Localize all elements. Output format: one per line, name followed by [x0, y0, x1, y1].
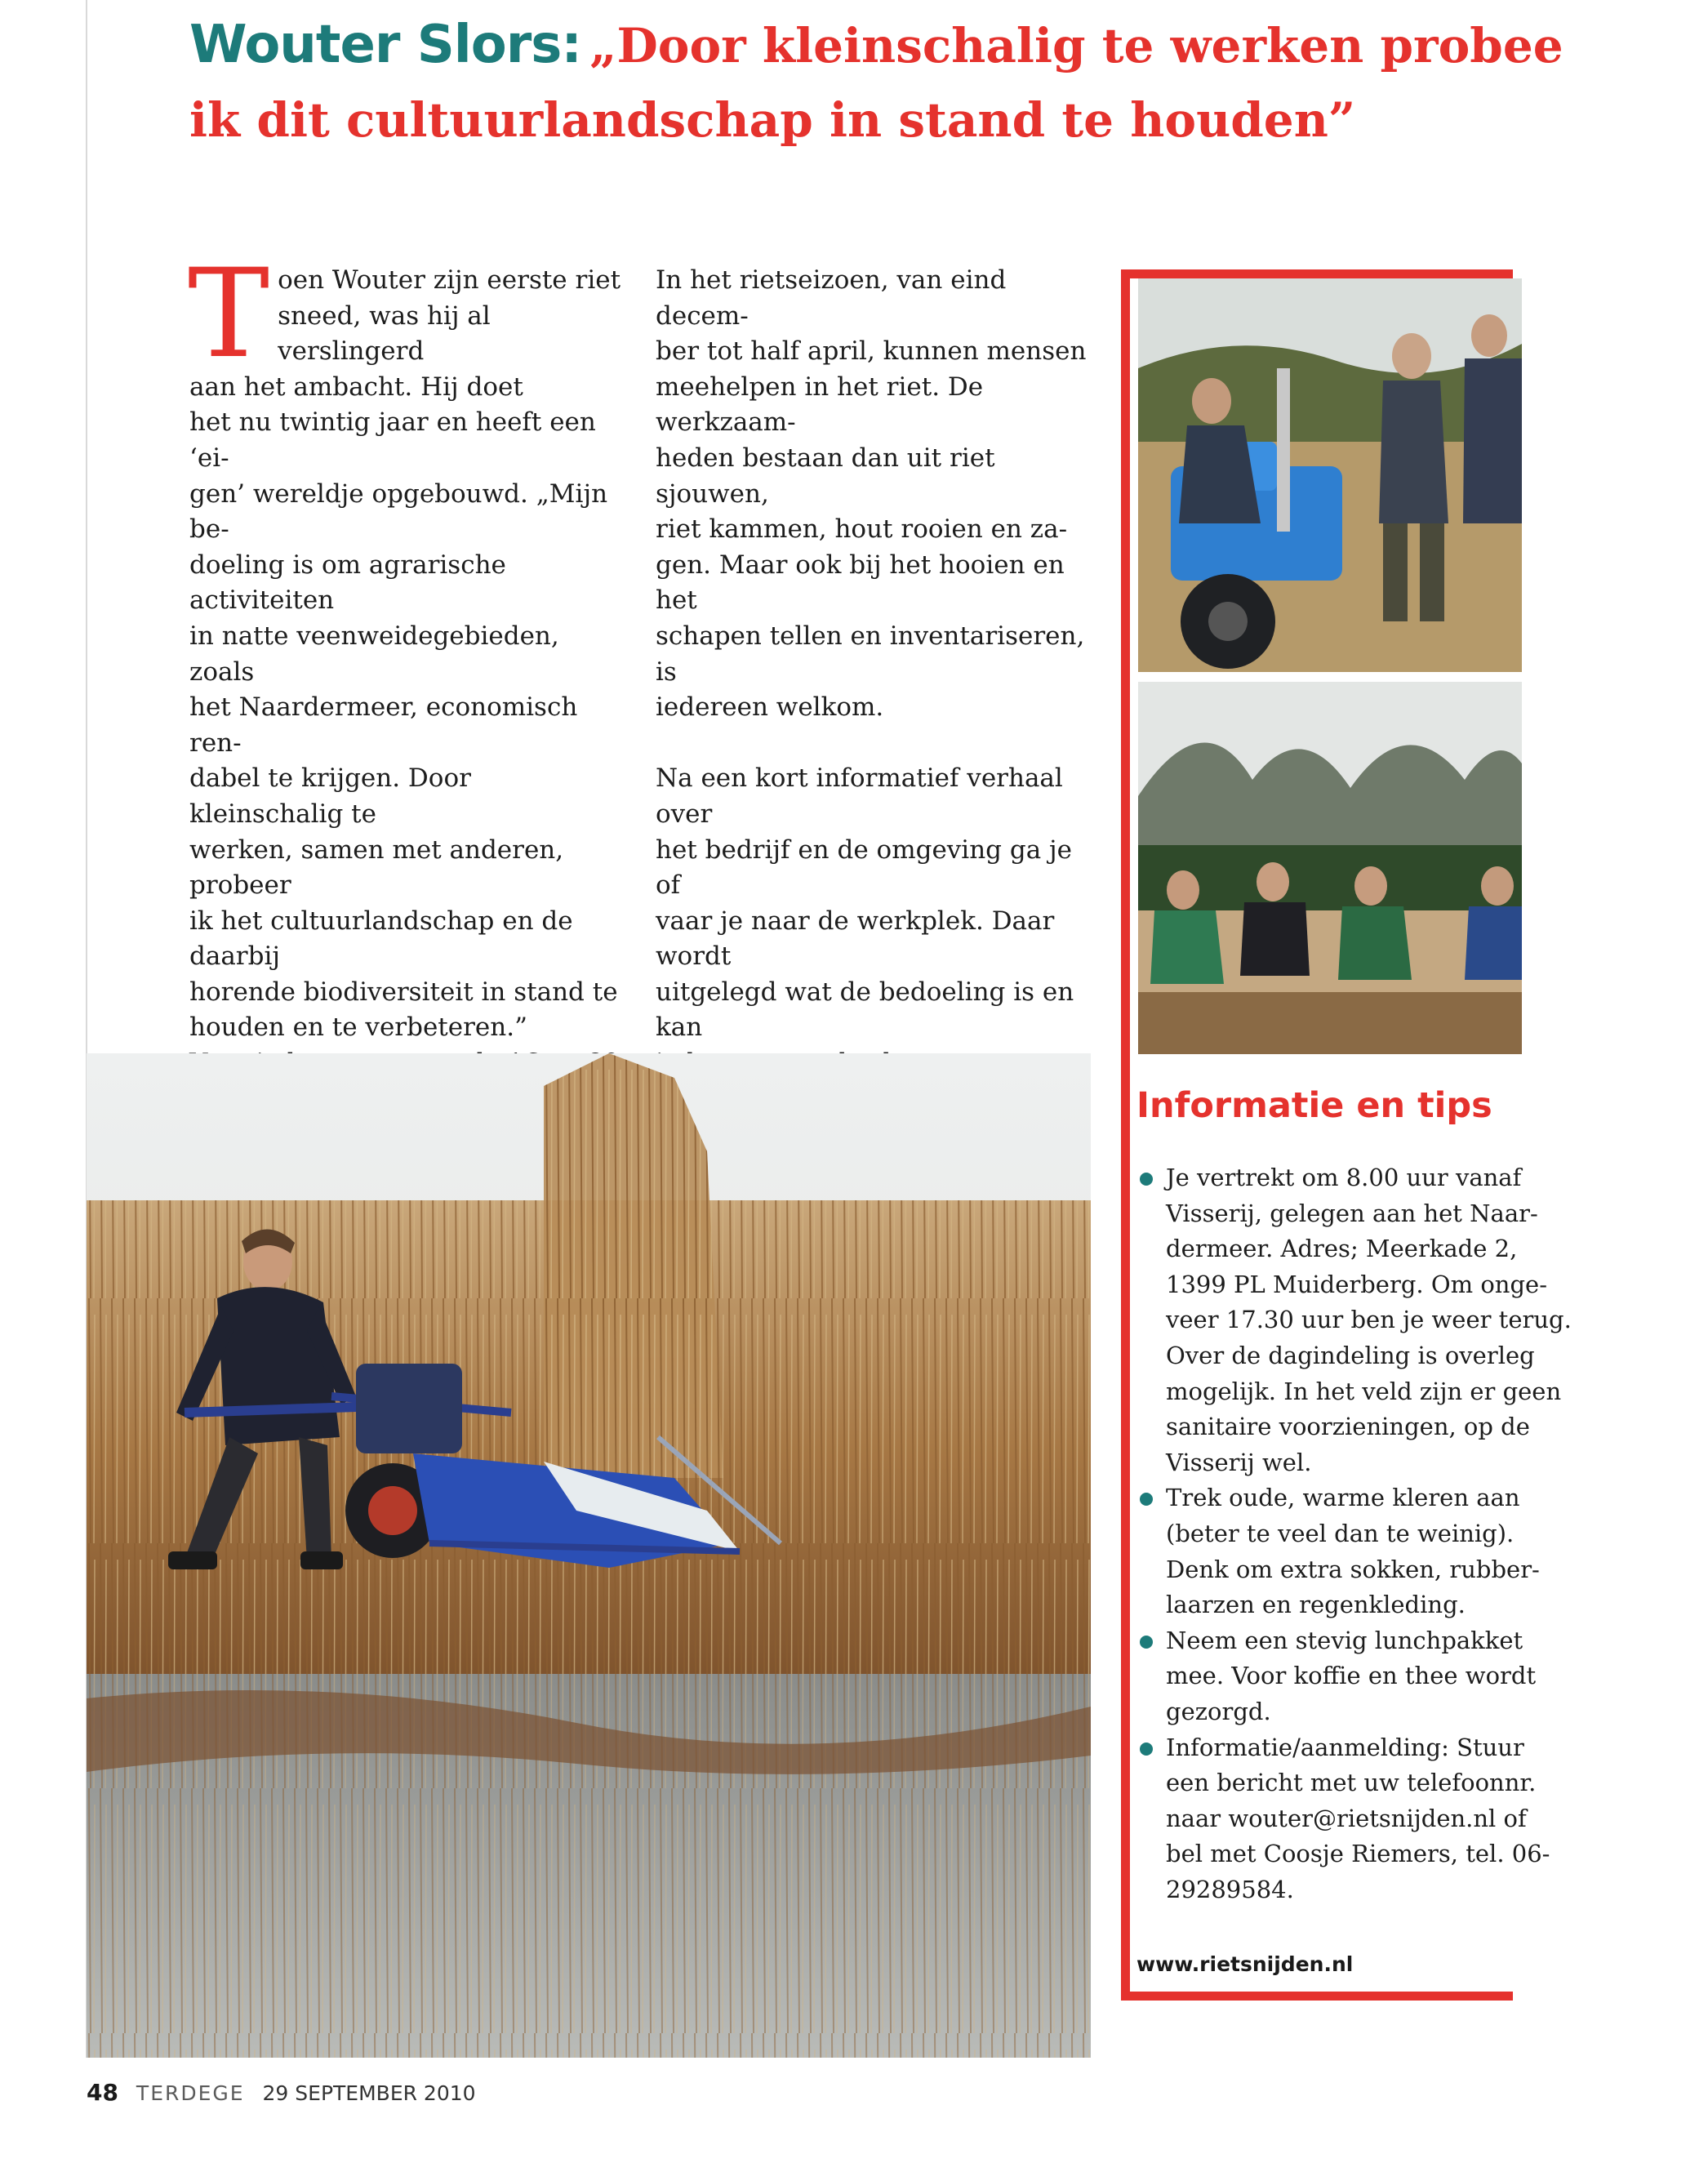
headline-quote-line1: „Door kleinschalig te werken probee [589, 18, 1563, 73]
text-line: iedereen welkom. [656, 692, 884, 723]
text-line: heden bestaan dan uit riet sjouwen, [656, 443, 995, 509]
text-line: dabel te krijgen. Door kleinschalig te [189, 763, 471, 829]
text-line: oen Wouter zijn eerste riet [278, 265, 621, 295]
group-resting-illustration [1138, 682, 1522, 1054]
text-line: schapen tellen en inventariseren, is [656, 621, 1085, 687]
text-line: houden en te verbeteren.” [189, 1013, 527, 1043]
text-line: in natte veenweidegebieden, zoals [189, 621, 559, 687]
text-line: In het rietseizoen, van eind decem- [656, 265, 1007, 331]
group-resting-photo [1138, 682, 1522, 1054]
text-line: Na een kort informatief verhaal over [656, 763, 1063, 829]
tip-item: Neem een stevig lunchpakket mee. Voor koffie en thee wordt gezorgd. [1136, 1623, 1708, 1730]
tractor-group-illustration [1138, 278, 1522, 672]
dropcap: T [188, 243, 270, 385]
magazine-name: TERDEGE [136, 2081, 245, 2105]
tip-item: Je vertrekt om 8.00 uur vanaf Visserij, gelegen aan het Naar- dermeer. Adres; Meerkade 2, 1399 PL Muiderberg. Om onge- veer 17.30 uur ben je weer terug. Over de dagindeling is overleg mogelijk. In het veld zijn er geen sanitaire voorzieningen, op de Visserij wel. [1136, 1160, 1708, 1480]
text-line: ik het cultuurlandschap en de daarbij [189, 906, 573, 972]
headline [189, 11, 1563, 154]
tractor-group-photo [1138, 278, 1522, 672]
text-line: uitgelegd wat de bedoeling is en kan [656, 977, 1074, 1043]
text-line: aan het ambacht. Hij doet [189, 372, 523, 402]
page-number: 48 [87, 2079, 118, 2106]
tip-item: Trek oude, warme kleren aan (beter te veel dan te weinig). Denk om extra sokken, rubber- laarzen en regenkleding. [1136, 1480, 1708, 1622]
reed-mowing-illustration [87, 1053, 1091, 2058]
text-line: ber tot half april, kunnen mensen [656, 336, 1087, 367]
tips-list [1136, 1160, 1708, 1907]
text-line: gen. Maar ook bij het hooien en het [656, 550, 1065, 616]
text-line: meehelpen in het riet. De werkzaam- [656, 372, 984, 438]
text-line: werken, samen met anderen, probeer [189, 835, 564, 901]
issue-date: 29 SEPTEMBER 2010 [262, 2081, 476, 2105]
info-box [1121, 269, 1572, 2001]
text-line: vaar je naar de werkplek. Daar wordt [656, 906, 1055, 972]
page-footer [87, 2079, 476, 2106]
text-line: sneed, was hij al verslingerd [278, 300, 491, 367]
text-line: doeling is om agrarische activiteiten [189, 550, 506, 616]
info-title: Informatie en tips [1136, 1085, 1492, 1126]
headline-name: Wouter Slors: [189, 15, 581, 75]
column2-paragraph-1 [656, 263, 1096, 726]
headline-quote-line2: ik dit cultuurlandschap in stand te houden” [189, 92, 1356, 148]
website-link[interactable]: www.rietsnijden.nl [1136, 1952, 1354, 1976]
text-line: gen’ wereldje opgebouwd. „Mijn be- [189, 478, 608, 545]
text-line: riet kammen, hout rooien en za- [656, 514, 1068, 545]
tip-item: Informatie/aanmelding: Stuur een bericht met uw telefoonnr. naar wouter@rietsnijden.nl of bel met Coosje Riemers, tel. 06- 29289584. [1136, 1730, 1708, 1908]
reed-mowing-photo [87, 1053, 1091, 2058]
text-line: horende biodiversiteit in stand te [189, 977, 618, 1007]
text-line: het bedrijf en de omgeving ga je of [656, 835, 1073, 901]
text-line: het Naardermeer, economisch ren- [189, 692, 578, 758]
text-line: het nu twintig jaar en heeft een ‘ei- [189, 407, 596, 473]
